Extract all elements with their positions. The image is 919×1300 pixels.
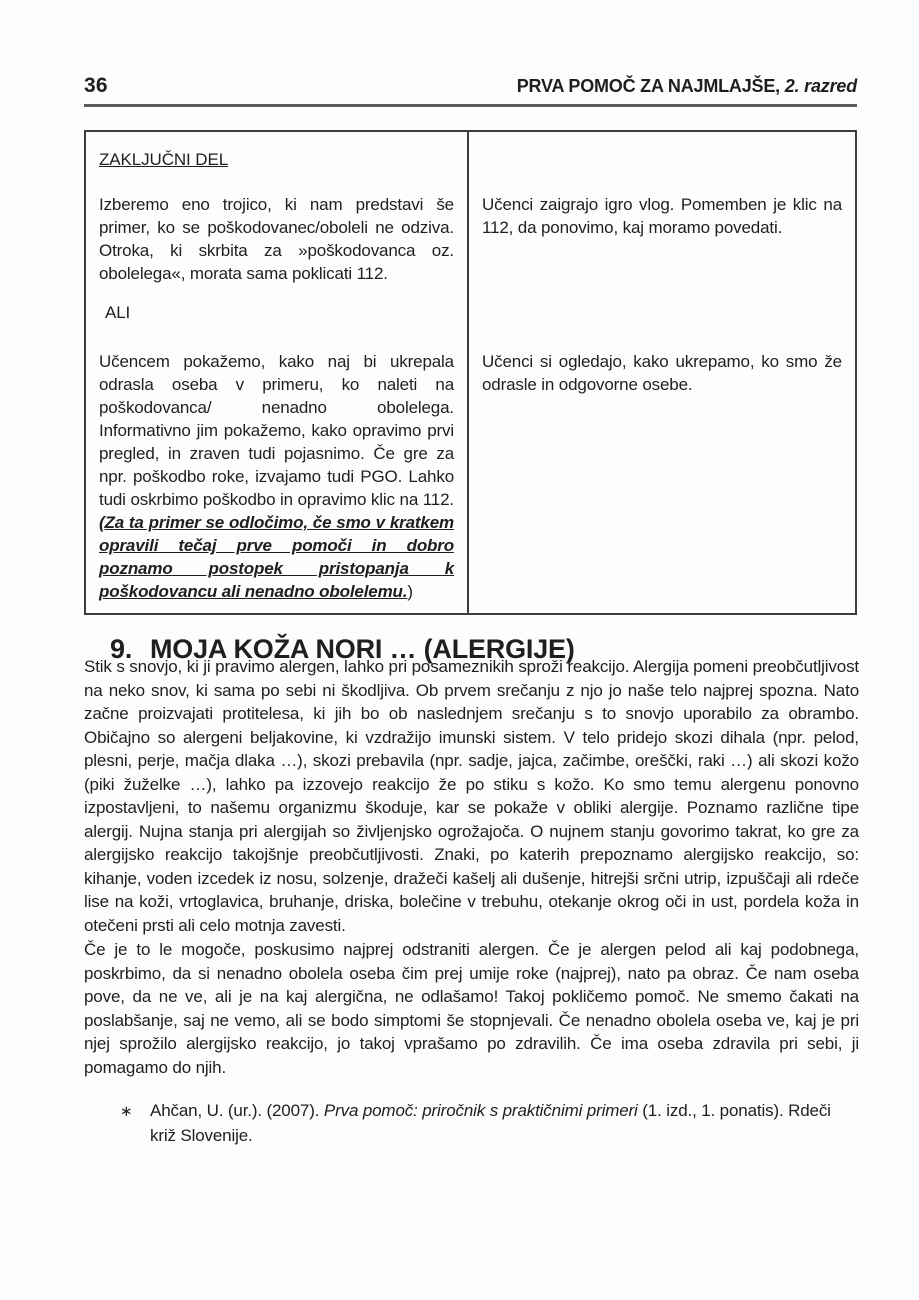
page-number: 36	[84, 74, 108, 97]
table-cell-student-activities	[467, 132, 855, 613]
table-section-heading: ZAKLJUČNI DEL	[99, 150, 229, 169]
reference-entry	[84, 1098, 857, 1148]
section-number: 9.	[110, 634, 133, 665]
section-title: MOJA KOŽA NORI … (ALERGIJE)	[150, 634, 575, 665]
lesson-plan-table	[84, 130, 857, 615]
running-header	[517, 76, 857, 97]
running-header-title: PRVA POMOČ ZA NAJMLAJŠE,	[516, 76, 785, 96]
student-activity-paragraph-2: Učenci si ogledajo, kako ukrepamo, ko smo že odrasle in odgovorne osebe.	[482, 352, 842, 394]
reference-author-year: Ahčan, U. (ur.). (2007).	[150, 1101, 324, 1120]
reference-bullet: ∗	[120, 1103, 133, 1120]
teacher-activity-paragraph-2-plain: Učencem pokažemo, kako naj bi ukrepala odrasla oseba v primeru, ko naleti na poškodovanca/ nenadno obolelega. Informativno jim pokažemo, kako opravimo prvi pregled, in zraven tudi pojasnimo. Če gre za npr. poškodbo roke, izvajamo tudi PGO. Lahko tudi oskrbimo poškodbo in opravimo klic na 112.	[99, 352, 454, 509]
body-paragraph-allergies-intro: Stik s snovjo, ki ji pravimo alergen, lahko pri posameznikih sproži reakcijo. Alergija pomeni preobčutljivost na neko snov, ki sama po sebi ni škodljiva. Ob prvem srečanju z njo jo naše telo najprej spozna. Nato začne proizvajati protitelesa, ki jih bo ob naslednjem srečanju s to snovjo uporabilo za obrambo. Običajno so alergeni beljakovine, ki vzdražijo imunski sistem. V telo pridejo skozi dihala (npr. pelod, plesni, perje, mačja dlaka …), skozi prebavila (npr. sadje, jajca, začimbe, oreščki, raki …) ali skozi kožo (piki žuželke …), lahko pa izzovejo reakcijo že po stiku s kožo. Ko smo temu alergenu ponovno izpostavljeni, to našemu organizmu škoduje, kar se pokaže v obliki alergije. Poznamo različne tipe alergij. Nujna stanja pri alergijah so življenjsko ogrožajoča. O nujnem stanju govorimo takrat, ko gre za alergijsko reakcijo takojšnje preobčutljivosti. Znaki, po katerih prepoznamo alergijsko reakcijo, so: kihanje, voden izcedek iz nosu, solzenje, dražeči kašelj ali dušenje, hitrejši srčni utrip, izpuščaji ali rdeče lise na koži, vrtoglavica, bruhanje, driska, bolečine v trebuhu, otekanje okrog oči in ust, pordela koža in otečeni prsti ali celo motnja zavesti.	[84, 657, 859, 935]
teacher-activity-paragraph-2	[99, 350, 454, 603]
table-cell-teacher-activities	[86, 132, 467, 613]
reference-title: Prva pomoč: priročnik s praktičnimi primeri	[323, 1101, 638, 1120]
teacher-activity-paragraph-2-emphasis: (Za ta primer se odločimo, če smo v kratkem opravili tečaj prve pomoči in dobro poznamo postopek pristopanja k poškodovancu ali nenadno obolelemu.	[99, 513, 454, 601]
page-header	[84, 74, 857, 98]
header-divider	[84, 104, 857, 107]
body-paragraph-first-aid-steps: Če je to le mogoče, poskusimo najprej odstraniti alergen. Če je alergen pelod ali kaj podobnega, poskrbimo, da si nenadno obolela oseba čim prej umije roke (najprej), nato pa obraz. Če nam oseba pove, da ne ve, ali je na kaj alergična, ne odlašamo! Takoj pokličemo pomoč. Ne smemo čakati na poslabšanje, saj ne vemo, ali se bodo simptomi še stopnjevali. Če nenadno obolela oseba ve, kaj je pri njej sprožilo alergijsko reakcijo, jo takoj vprašamo po zdravilih. Če ima oseba zdravila pri sebi, ji pomagamo do njih.	[84, 940, 859, 1077]
teacher-activity-paragraph-1: Izberemo eno trojico, ki nam predstavi še primer, ko se poškodovanec/oboleli ne odziva. Otroka, ki skrbita za »poškodovanca oz. obolelega«, morata sama poklicati 112.	[99, 195, 454, 283]
student-activity-paragraph-1: Učenci zaigrajo igro vlog. Pomemben je klic na 112, da ponovimo, kaj moramo povedati.	[482, 195, 842, 237]
running-header-grade: 2. razred	[784, 76, 857, 96]
teacher-activity-paragraph-2-close: )	[407, 582, 413, 601]
reference-edition-publisher: (1. izd., 1. ponatis). Rdeči križ Slovenije.	[150, 1101, 831, 1145]
alternative-label: ALI	[105, 303, 131, 322]
